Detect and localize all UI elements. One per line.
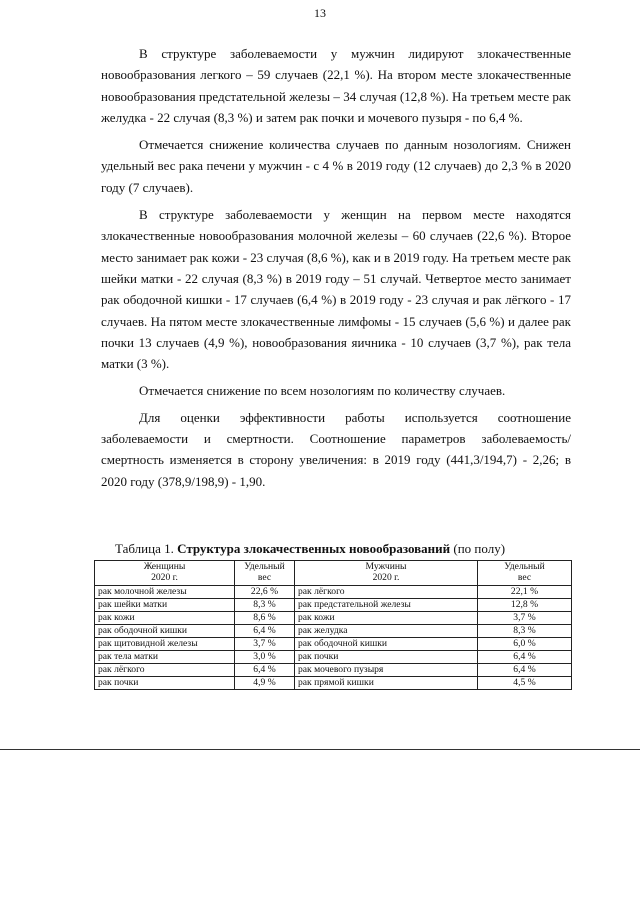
women-diagnosis: рак шейки матки xyxy=(95,599,235,612)
men-share: 6,4 % xyxy=(478,664,572,677)
table-header-row xyxy=(95,561,572,586)
men-share: 4,5 % xyxy=(478,677,572,690)
page-divider xyxy=(0,749,640,750)
table-row xyxy=(95,599,572,612)
women-diagnosis: рак молочной железы xyxy=(95,586,235,599)
women-share: 8,3 % xyxy=(235,599,295,612)
structure-table xyxy=(94,560,572,690)
header-men-share xyxy=(478,561,572,586)
men-share: 8,3 % xyxy=(478,625,572,638)
header-share-unit: вес xyxy=(257,572,272,583)
men-share: 6,0 % xyxy=(478,638,572,651)
header-women-year: 2020 г. xyxy=(151,572,178,583)
table-row xyxy=(95,664,572,677)
women-diagnosis: рак почки xyxy=(95,677,235,690)
women-diagnosis: рак щитовидной железы xyxy=(95,638,235,651)
men-share: 12,8 % xyxy=(478,599,572,612)
table-row xyxy=(95,677,572,690)
women-share: 3,7 % xyxy=(235,638,295,651)
table-caption-title: Структура злокачественных новообразований xyxy=(177,541,451,556)
header-share-label: Удельный xyxy=(504,561,545,572)
header-men-year: 2020 г. xyxy=(372,572,400,583)
header-men-label: Мужчины xyxy=(365,561,407,572)
women-diagnosis: рак ободочной кишки xyxy=(95,625,235,638)
men-diagnosis: рак почки xyxy=(295,651,478,664)
men-diagnosis: рак кожи xyxy=(295,612,478,625)
body-text xyxy=(101,43,571,498)
women-share: 6,4 % xyxy=(235,625,295,638)
paragraph-decline-liver: Отмечается снижение количества случаев по данным нозологиям. Снижен удельный вес рака печени у мужчин - с 4 % в 2019 году (12 случаев) до 2,3 % в 2020 году (7 случаев). xyxy=(101,137,571,195)
women-share: 6,4 % xyxy=(235,664,295,677)
header-share-label: Удельный xyxy=(244,561,285,572)
table-row xyxy=(95,612,572,625)
men-diagnosis: рак мочевого пузыря xyxy=(295,664,478,677)
paragraph-ratio: Для оценки эффективности работы используется соотношение заболеваемости и смертности. Соотношение параметров заболеваемость/смертность изменяется в сторону увеличения: в 2019 году (441,3/194,7) - 2,26; в 2020 году (378,9/198,9) - 1,90. xyxy=(101,409,571,489)
women-diagnosis: рак лёгкого xyxy=(95,664,235,677)
table-row xyxy=(95,586,572,599)
women-share: 22,6 % xyxy=(235,586,295,599)
men-diagnosis: рак прямой кишки xyxy=(295,677,478,690)
women-share: 4,9 % xyxy=(235,677,295,690)
paragraph-men-structure: В структуре заболеваемости у мужчин лидируют злокачественные новообразования легкого – 59 случаев (22,1 %). На втором месте злокачественные новообразования предстательной железы – 34 случая (12,8 %). На третьем месте рак желудка - 22 случая (8,3 %) и затем рак почки и мочевого пузыря - по 6,4 %. xyxy=(101,46,571,125)
table-caption-suffix: (по полу) xyxy=(453,541,506,556)
paragraph-women-structure: В структуре заболеваемости у женщин на первом месте находятся злокачественные новообразования молочной железы – 60 случаев (22,6 %). Второе место занимает рак кожи - 23 случая (8,6 %), как и в 2019 году. На третьем месте рак шейки матки - 22 случая (8,3 %) в 2019 году – 51 случай. Четвертое место занимает рак ободочной кишки - 17 случаев (6,4 %) в 2019 году - 23 случая и рак лёгкого - 17 случаев. На пятом месте злокачественные лимфомы - 15 случаев (5,6 %) и далее рак почки 13 случаев (4,9 %), новообразования яичника - 10 случаев (3,7 %), рак тела матки (3 %). xyxy=(101,207,571,372)
men-diagnosis: рак лёгкого xyxy=(295,586,478,599)
header-women-label: Женщины xyxy=(143,561,186,572)
men-share: 6,4 % xyxy=(478,651,572,664)
header-share-unit: вес xyxy=(517,572,532,583)
women-share: 3,0 % xyxy=(235,651,295,664)
men-diagnosis: рак желудка xyxy=(295,625,478,638)
table-row xyxy=(95,638,572,651)
header-men xyxy=(295,561,478,586)
header-women xyxy=(95,561,235,586)
header-women-share xyxy=(235,561,295,586)
women-diagnosis: рак кожи xyxy=(95,612,235,625)
table-caption xyxy=(115,541,585,557)
men-diagnosis: рак ободочной кишки xyxy=(295,638,478,651)
table-row xyxy=(95,625,572,638)
women-share: 8,6 % xyxy=(235,612,295,625)
page-number: 13 xyxy=(314,6,326,20)
women-diagnosis: рак тела матки xyxy=(95,651,235,664)
table-caption-prefix: Таблица 1. xyxy=(115,541,174,556)
men-diagnosis: рак предстательной железы xyxy=(295,599,478,612)
table-row xyxy=(95,651,572,664)
paragraph-decline-all: Отмечается снижение по всем нозологиям по количеству случаев. xyxy=(139,383,506,399)
men-share: 3,7 % xyxy=(478,612,572,625)
men-share: 22,1 % xyxy=(478,586,572,599)
